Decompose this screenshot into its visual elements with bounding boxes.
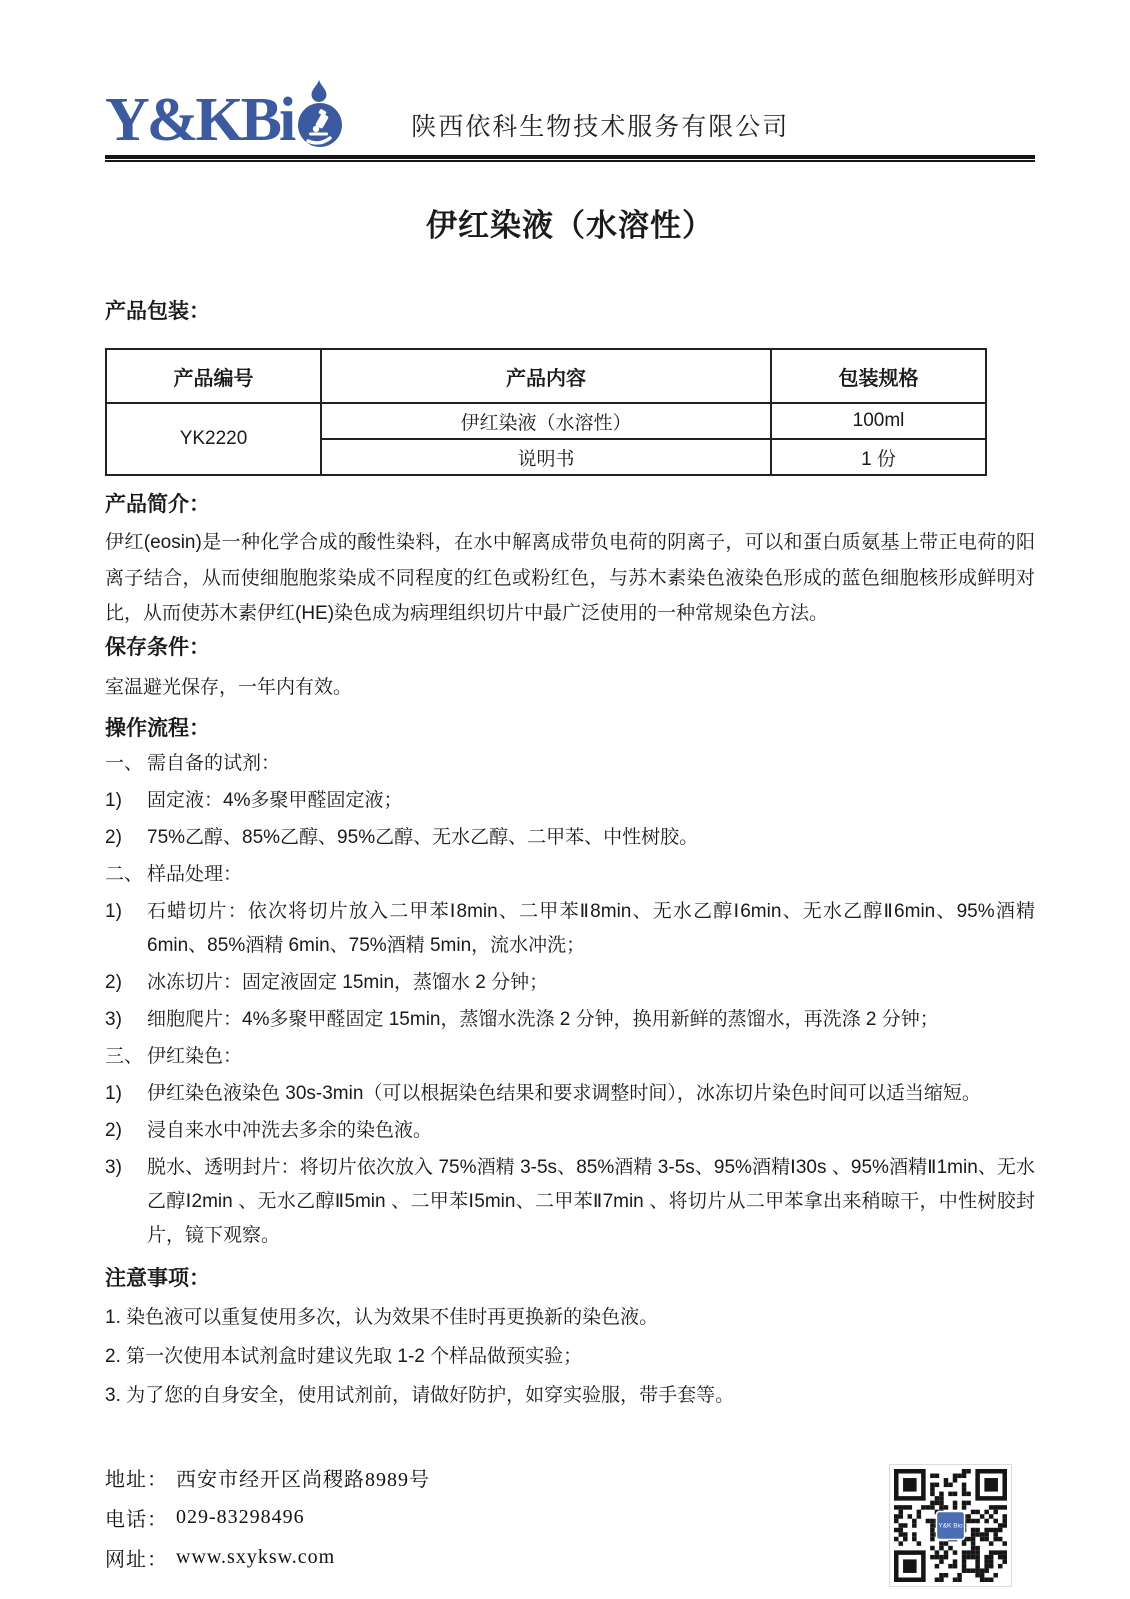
section-heading-storage: 保存条件：: [105, 635, 210, 659]
storage-text: 室温避光保存，一年内有效。: [105, 676, 353, 698]
item-text: 固定液：4%多聚甲醛固定液；: [147, 789, 403, 811]
procedure-list: [105, 747, 1035, 1253]
address-value: 西安市经开区尚稷路8989号: [176, 1468, 430, 1491]
header-divider: [105, 155, 1035, 162]
page-title: 伊红染液（水溶性）: [426, 208, 714, 243]
item-number: 三、: [105, 1045, 144, 1067]
col-header-pack-spec: 包装规格: [771, 349, 986, 403]
logo-o-mark: [295, 80, 345, 148]
note-item: 3. 为了您的自身安全，使用试剂前，请做好防护，如穿实验服，带手套等。: [105, 1384, 735, 1406]
item-text: 伊红染色液染色 30s-3min（可以根据染色结果和要求调整时间），冰冻切片染色时间可以适当缩短。: [147, 1082, 981, 1104]
item-number: 二、: [105, 863, 144, 885]
item-text: 脱水、透明封片：将切片依次放入 75%酒精 3-5s、85%酒精 3-5s、95%酒精Ⅰ30s 、95%酒精Ⅱ1min、无水乙醇Ⅰ2min 、无水乙醇Ⅱ5min 、二甲苯Ⅰ5min、二甲苯Ⅱ7min 、将切片从二甲苯拿出来稍晾干，中性树胶封片，镜下观察。: [147, 1156, 1035, 1246]
qr-code: [889, 1464, 1012, 1587]
item-number: 1): [105, 1082, 122, 1104]
procedure-step: [105, 1114, 1035, 1148]
item-number: 2): [105, 826, 122, 848]
item-number: 一、: [105, 752, 144, 774]
footer-address-row: [105, 1457, 430, 1497]
notes-list: [105, 1299, 1035, 1414]
item-number: 1): [105, 789, 122, 811]
packaging-table: [105, 348, 987, 476]
intro-paragraph: 伊红(eosin)是一种化学合成的酸性染料，在水中解离成带负电荷的阴离子，可以和蛋白质氨基上带正电荷的阳离子结合，从而使细胞胞浆染成不同程度的红色或粉红色，与苏木素染色液染色形成的蓝色细胞核形成鲜明对比，从而使苏木素伊红(HE)染色成为病理组织切片中最广泛使用的一种常规染色方法。: [105, 532, 1035, 624]
microscope-logo-icon: [295, 80, 345, 148]
item-text: 冰冻切片：固定液固定 15min，蒸馏水 2 分钟；: [147, 971, 549, 993]
procedure-step: [105, 1077, 1035, 1111]
item-text: 需自备的试剂：: [147, 752, 281, 774]
item-text: 75%乙醇、85%乙醇、95%乙醇、无水乙醇、二甲苯、中性树胶。: [147, 826, 699, 848]
qr-code-image: [894, 1469, 1007, 1582]
section-heading-procedure: 操作流程：: [105, 716, 210, 740]
procedure-step: [105, 895, 1035, 963]
item-text: 样品处理：: [147, 863, 243, 885]
item-number: 2): [105, 1119, 122, 1141]
procedure-step: [105, 966, 1035, 1000]
procedure-step: [105, 1151, 1035, 1253]
website-value: www.sxyksw.com: [176, 1545, 336, 1568]
item-text: 伊红染色：: [147, 1045, 243, 1067]
address-label: 地址：: [105, 1468, 168, 1491]
item-text: 石蜡切片：依次将切片放入二甲苯Ⅰ8min、二甲苯Ⅱ8min、无水乙醇Ⅰ6min、无水乙醇Ⅱ6min、95%酒精 6min、85%酒精 6min、75%酒精 5min，流水冲洗；: [147, 900, 1035, 956]
website-label: 网址：: [105, 1548, 168, 1571]
procedure-step: [105, 784, 1035, 818]
item-number: 3): [105, 1156, 122, 1178]
table-header-row: [106, 349, 986, 403]
cell-content-1: 伊红染液（水溶性）: [321, 403, 771, 439]
section-heading-intro: 产品简介：: [105, 493, 210, 516]
section-heading-notes: 注意事项：: [105, 1266, 210, 1290]
item-number: 2): [105, 971, 122, 993]
item-number: 3): [105, 1008, 122, 1030]
item-text: 细胞爬片：4%多聚甲醛固定 15min，蒸馏水洗涤 2 分钟，换用新鲜的蒸馏水，再洗涤 2 分钟；: [147, 1008, 939, 1030]
procedure-step: [105, 1003, 1035, 1037]
col-header-product-content: 产品内容: [321, 349, 771, 403]
section-heading-packaging: 产品包装：: [105, 300, 210, 323]
svg-text:Y&K Bio: Y&K Bio: [938, 1522, 963, 1530]
procedure-group: [105, 1040, 1035, 1074]
item-text: 浸自来水中冲洗去多余的染色液。: [147, 1119, 433, 1141]
footer: [105, 1457, 430, 1577]
header: [105, 80, 1035, 155]
phone-value: 029-83298496: [176, 1505, 305, 1528]
procedure-step: [105, 821, 1035, 855]
note-item: 2. 第一次使用本试剂盒时建议先取 1-2 个样品做预实验；: [105, 1345, 583, 1367]
cell-spec-1: 100ml: [771, 403, 986, 439]
logo-text: Y&KBi: [105, 86, 294, 155]
note-item: 1. 染色液可以重复使用多次，认为效果不佳时再更换新的染色液。: [105, 1306, 659, 1328]
cell-product-code: YK2220: [106, 403, 321, 475]
cell-spec-2: 1 份: [771, 439, 986, 475]
col-header-product-code: 产品编号: [106, 349, 321, 403]
footer-phone-row: [105, 1497, 430, 1537]
procedure-group: [105, 747, 1035, 781]
company-logo: [105, 80, 345, 155]
company-name: 陕西依科生物技术服务有限公司: [411, 114, 790, 141]
phone-label: 电话：: [105, 1508, 168, 1531]
item-number: 1): [105, 900, 122, 922]
cell-content-2: 说明书: [321, 439, 771, 475]
footer-website-row: [105, 1537, 430, 1577]
procedure-group: [105, 858, 1035, 892]
table-row: [106, 403, 986, 439]
droplet-icon: [312, 80, 327, 102]
